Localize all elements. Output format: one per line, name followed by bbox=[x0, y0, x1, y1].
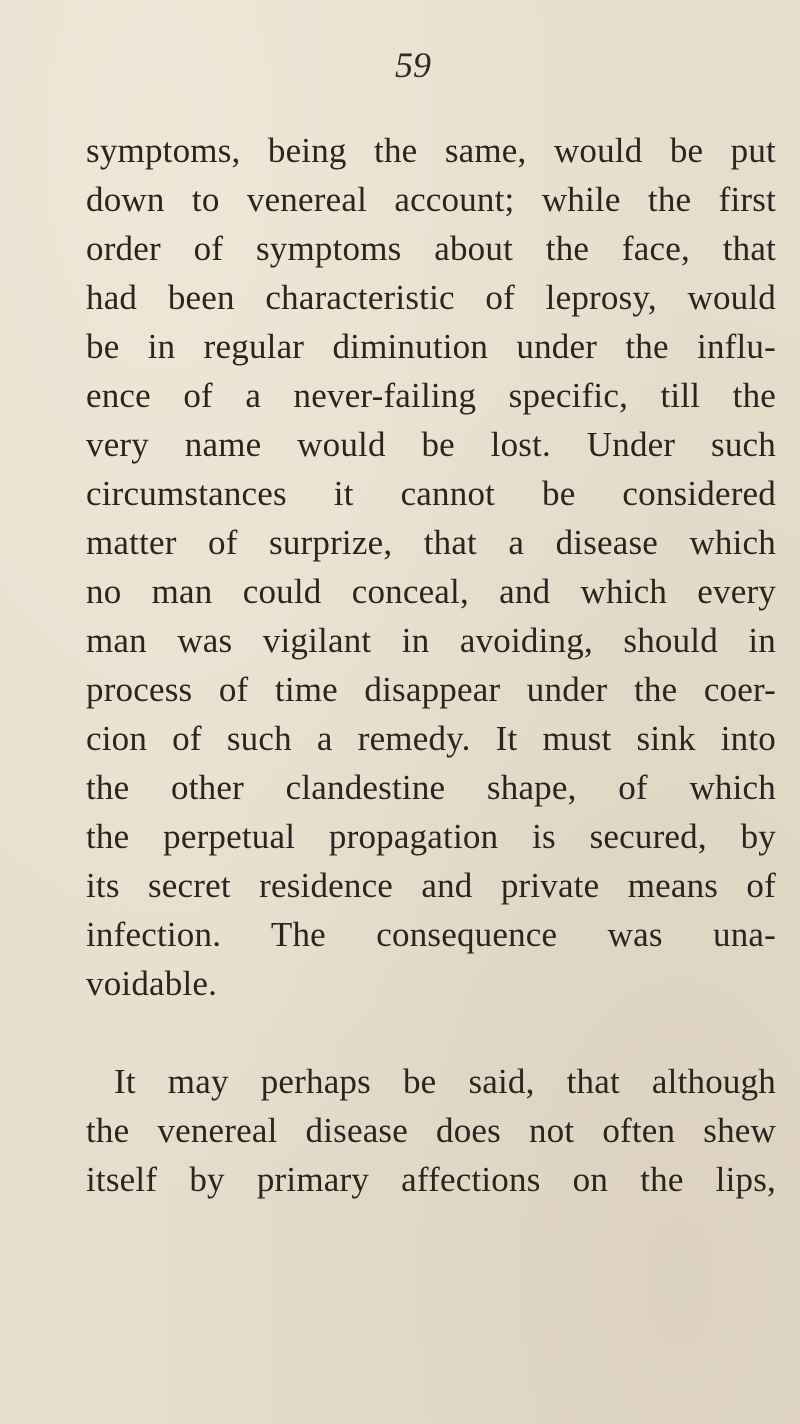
text-line: itself by primary affections on the lips, bbox=[86, 1160, 776, 1199]
paragraph-2 bbox=[86, 1057, 776, 1204]
text-line: process of time disappear under the coer- bbox=[86, 670, 776, 709]
text-line: the other clandestine shape, of which bbox=[86, 768, 776, 807]
paragraph-1 bbox=[86, 126, 776, 1008]
text-line: cion of such a remedy. It must sink into bbox=[86, 719, 776, 758]
text-line: matter of surprize, that a disease which bbox=[86, 523, 776, 562]
text-line: be in regular diminution under the influ- bbox=[86, 327, 776, 366]
text-line: down to venereal account; while the first bbox=[86, 180, 776, 219]
text-line: order of symptoms about the face, that bbox=[86, 229, 776, 268]
text-line: its secret residence and private means of bbox=[86, 866, 776, 905]
page-number: 59 bbox=[395, 45, 431, 85]
text-line: symptoms, being the same, would be put bbox=[86, 131, 776, 170]
text-line: the venereal disease does not often shew bbox=[86, 1111, 776, 1150]
text-line: no man could conceal, and which every bbox=[86, 572, 776, 611]
text-line: very name would be lost. Under such bbox=[86, 425, 776, 464]
text-line: circumstances it cannot be considered bbox=[86, 474, 776, 513]
text-line: man was vigilant in avoiding, should in bbox=[86, 621, 776, 660]
paragraph-gap bbox=[86, 1008, 776, 1057]
body-text bbox=[86, 126, 776, 1204]
text-line: It may perhaps be said, that although bbox=[114, 1062, 776, 1101]
text-line: the perpetual propagation is secured, by bbox=[86, 817, 776, 856]
text-line: voidable. bbox=[86, 964, 218, 1003]
text-line: had been characteristic of leprosy, would bbox=[86, 278, 776, 317]
text-line: ence of a never-failing specific, till the bbox=[86, 376, 776, 415]
text-line: infection. The consequence was una- bbox=[86, 915, 776, 954]
